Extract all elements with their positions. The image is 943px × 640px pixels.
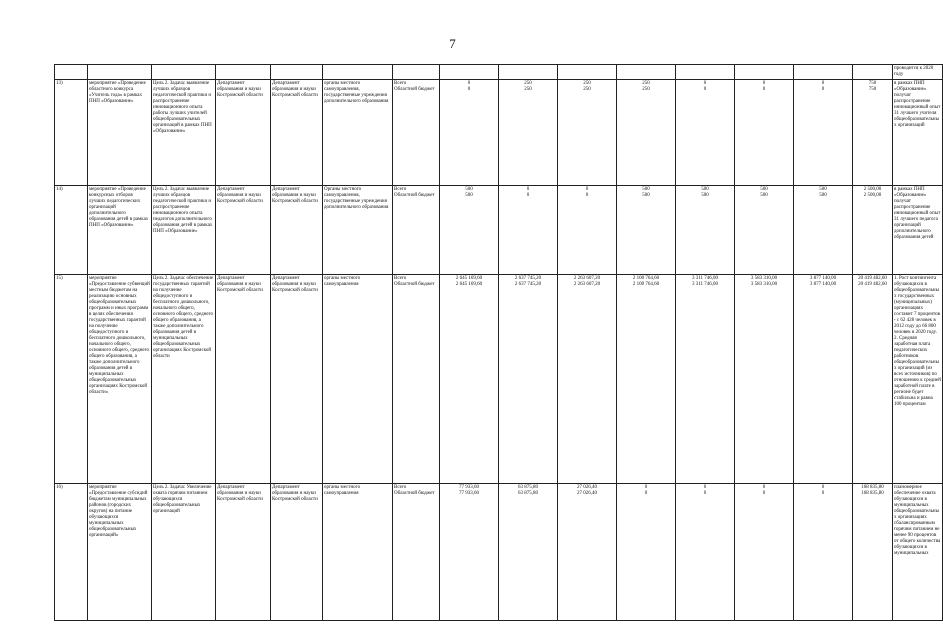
amount-value: 3 583 310,00 [750, 282, 778, 287]
funding-y2020 [794, 275, 853, 484]
measure-name: мероприятие «Предоставление субсидий бюджетам муниципальных районов (городских округов) на питание обучающихся муниципальных общеобразовательных организаций» [88, 484, 152, 621]
goal-task: Цель 2. Задача: Увеличение охвата горячим питанием обучающихся общеобразовательных организаций [152, 484, 216, 621]
amount-value: 2 500,00 [863, 187, 882, 192]
amount-value: 2 637 745,20 [514, 276, 542, 281]
amount-value: 27 026,40 [577, 485, 597, 490]
amount-value: 0 [467, 87, 471, 92]
continuation-row [55, 65, 943, 80]
funding-y2019 [735, 275, 794, 484]
funding-y2014 [440, 275, 499, 484]
expected-result: планомерное обеспечение охвата обучающихся в муниципальных общеобразовательных организациях сбалансированным горячим питанием не менее 90 процентов от общего количества обучающихся в муниципальных [893, 484, 943, 621]
funding-total [853, 80, 893, 186]
funding-y2016 [558, 484, 617, 621]
row-number: 16) [55, 484, 88, 621]
amount-value: 750 [868, 87, 877, 92]
amount-value: 20 419 482,60 [858, 282, 887, 287]
funding-total [853, 484, 893, 621]
continuation-result: проводится к 2020 году [893, 65, 943, 80]
funding-y2020 [794, 186, 853, 275]
funding-source-item: Областной бюджет [394, 87, 435, 92]
responsible: Департамент образования и науки Костромской области [271, 80, 323, 186]
measure-name: мероприятие «Проведение областного конкурса «Учитель года» в рамках ПНП «Образование» [88, 80, 152, 186]
funding-y2020 [794, 484, 853, 621]
amount-value: 0 [762, 485, 766, 490]
amount-value: 77 933,60 [459, 485, 479, 490]
amount-value: 0 [703, 81, 707, 86]
funding-total [853, 275, 893, 484]
funding-y2020 [794, 80, 853, 186]
funding-y2019 [735, 484, 794, 621]
participants: Органы местного самоуправления, государственные учреждения дополнительного образования [323, 186, 393, 275]
funding-source [393, 80, 440, 186]
funding-y2014 [440, 186, 499, 275]
table-row [55, 80, 943, 186]
amount-value: 500 [701, 187, 709, 192]
executor: Департамент образования и науки Костромской области [216, 275, 271, 484]
amount-value: 0 [703, 491, 707, 496]
funding-y2016 [558, 275, 617, 484]
funding-y2016 [558, 186, 617, 275]
amount-value: 0 [703, 87, 707, 92]
amount-value: 500 [819, 187, 827, 192]
funding-source [393, 186, 440, 275]
table-row [55, 484, 943, 621]
page-number: 7 [449, 36, 456, 51]
amount-value: 2 645 169,60 [455, 282, 483, 287]
amount-value: 2 100 764,60 [632, 282, 660, 287]
amount-value: 3 311 746,00 [691, 276, 719, 281]
amount-value: 250 [642, 81, 650, 86]
amount-value: 2 637 745,20 [514, 282, 542, 287]
amount-value: 77 933,60 [459, 491, 479, 496]
funding-source-item: Всего [394, 276, 407, 281]
amount-value: 0 [821, 81, 825, 86]
amount-value: 0 [585, 187, 589, 192]
funding-source-item: Областной бюджет [394, 491, 435, 496]
responsible: Департамент образования и науки Костромской области [271, 484, 323, 621]
amount-value: 0 [526, 187, 530, 192]
amount-value: 0 [644, 491, 648, 496]
funding-total [853, 186, 893, 275]
amount-value: 500 [642, 187, 650, 192]
participants: органы местного самоуправления [323, 275, 393, 484]
amount-value: 0 [526, 193, 530, 198]
amount-value: 0 [467, 81, 471, 86]
goal-task: Цель 2. Задача: выявление лучших образцов педагогической практики и распространение инновационного опыта педагогов дополнительного образования детей в рамках ПНП «Образование» [152, 186, 216, 275]
amount-value: 0 [703, 485, 707, 490]
funding-y2018 [676, 275, 735, 484]
funding-y2017 [617, 80, 676, 186]
amount-value: 3 311 746,00 [691, 282, 719, 287]
goal-task: Цель 2. Задача: обеспечение государственных гарантий на получение общедоступного и бесплатного дошкольного, начального общего, основного общего, среднего общего образования, а также дополнительного образования детей в муниципальных общеобразовательных организациях Костромской области [152, 275, 216, 484]
row-number: 13) [55, 80, 88, 186]
table-row [55, 186, 943, 275]
amount-value: 2 100 764,60 [632, 276, 660, 281]
amount-value: 3 877 140,00 [809, 282, 837, 287]
funding-source-item: Всего [394, 81, 407, 86]
amount-value: 500 [642, 193, 650, 198]
amount-value: 250 [524, 81, 532, 86]
funding-y2015 [499, 275, 558, 484]
row-number: 15) [55, 275, 88, 484]
amount-value: 750 [868, 81, 877, 86]
program-table [54, 64, 943, 621]
participants: органы местного самоуправления [323, 484, 393, 621]
goal-task: Цель 2. Задача: выявление лучших образцов педагогической практики и распространение инновационного опыта работы лучших учителей общеобразовательных организаций в рамках ПНП «Образование» [152, 80, 216, 186]
amount-value: 2 645 169,60 [455, 276, 483, 281]
amount-value: 500 [465, 193, 473, 198]
amount-value: 0 [821, 87, 825, 92]
participants: органы местного самоуправления, государственные учреждения дополнительного образования [323, 80, 393, 186]
funding-y2019 [735, 80, 794, 186]
funding-source [393, 484, 440, 621]
amount-value: 0 [762, 87, 766, 92]
funding-y2016 [558, 80, 617, 186]
funding-y2017 [617, 484, 676, 621]
amount-value: 2 263 607,20 [573, 276, 601, 281]
amount-value: 0 [644, 485, 648, 490]
expected-result: 1. Рост контингента обучающихся в общеобразовательных государственных (муниципальных) организациях составит 7 процентов - с 62 428 человек в 2012 году до 66 800 человек в 2020 году. 2. Средняя заработная плата педагогических работников общеобразовательных организаций (из всех источников) по отношению к средней заработной плате в регионе будет стабильна и равна 100 процентам [893, 275, 943, 484]
amount-value: 2 500,00 [863, 193, 882, 198]
amount-value: 63 875,80 [518, 485, 538, 490]
amount-value: 500 [760, 193, 768, 198]
amount-value: 0 [762, 491, 766, 496]
measure-name: мероприятие «Предоставление субвенций местным бюджетам на реализацию основных общеобразовательных программ и иных программ в целях обеспечения государственных гарантий на получение общедоступного и бесплатного дошкольного, начального общего, основного общего, среднего общего образования, а также дополнительного образования детей в муниципальных общеобразовательных организациях Костромской области» [88, 275, 152, 484]
row-number: 14) [55, 186, 88, 275]
funding-y2017 [617, 186, 676, 275]
amount-value: 0 [821, 485, 825, 490]
amount-value: 500 [465, 187, 473, 192]
funding-y2017 [617, 275, 676, 484]
funding-source-item: Областной бюджет [394, 193, 435, 198]
amount-value: 20 419 482,60 [858, 276, 887, 281]
amount-value: 168 835,80 [861, 485, 884, 490]
expected-result: в рамках ПНП «Образование» получат распространение инновационный опыт 31 лучшего педагога организаций дополнительного образования детей [893, 186, 943, 275]
amount-value: 27 026,40 [577, 491, 597, 496]
amount-value: 0 [762, 81, 766, 86]
funding-y2019 [735, 186, 794, 275]
funding-y2014 [440, 80, 499, 186]
executor: Департамент образования и науки Костромской области [216, 186, 271, 275]
amount-value: 250 [583, 87, 591, 92]
amount-value: 250 [583, 81, 591, 86]
amount-value: 3 877 140,00 [809, 276, 837, 281]
responsible: Департамент образования и науки Костромской области [271, 275, 323, 484]
funding-y2018 [676, 186, 735, 275]
amount-value: 250 [642, 87, 650, 92]
funding-y2014 [440, 484, 499, 621]
funding-source [393, 275, 440, 484]
amount-value: 63 875,80 [518, 491, 538, 496]
funding-y2018 [676, 484, 735, 621]
executor: Департамент образования и науки Костромской области [216, 484, 271, 621]
amount-value: 250 [524, 87, 532, 92]
measure-name: мероприятие «Проведение конкурсных отборов лучших педагогических организаций дополнительного образования детей в рамках ПНП «Образование» [88, 186, 152, 275]
amount-value: 168 835,80 [861, 491, 884, 496]
funding-y2015 [499, 484, 558, 621]
amount-value: 0 [821, 491, 825, 496]
funding-source-item: Областной бюджет [394, 282, 435, 287]
amount-value: 500 [701, 193, 709, 198]
funding-y2015 [499, 186, 558, 275]
executor: Департамент образования и науки Костромской области [216, 80, 271, 186]
amount-value: 500 [819, 193, 827, 198]
amount-value: 500 [760, 187, 768, 192]
funding-source-item: Всего [394, 187, 407, 192]
amount-value: 3 583 310,00 [750, 276, 778, 281]
responsible: Департамент образования и науки Костромской области [271, 186, 323, 275]
funding-source-item: Всего [394, 485, 407, 490]
expected-result: в рамках ПНП «Образование» получат распространение инновационный опыт 31 лучшего учителя общеобразовательных организаций [893, 80, 943, 186]
table-row [55, 275, 943, 484]
funding-y2018 [676, 80, 735, 186]
amount-value: 0 [585, 193, 589, 198]
funding-y2015 [499, 80, 558, 186]
amount-value: 2 263 607,20 [573, 282, 601, 287]
